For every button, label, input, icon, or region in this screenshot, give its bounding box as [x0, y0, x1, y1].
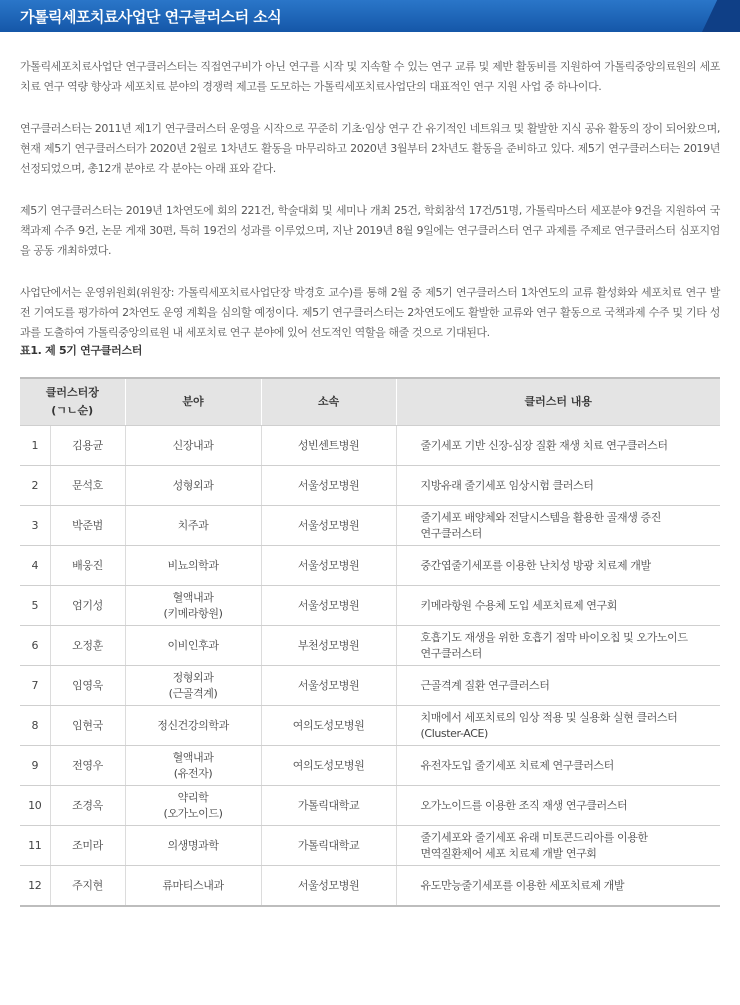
field-name: 류마티스내과: [162, 878, 224, 892]
affiliation: 성빈센트병원: [261, 426, 396, 466]
affiliation: 서울성모병원: [261, 546, 396, 586]
header-affiliation: 소속: [261, 378, 396, 426]
content-cell: [396, 746, 720, 786]
field-cell: [125, 586, 261, 626]
paragraph-intro: 가톨릭세포치료사업단 연구클러스터는 직접연구비가 아닌 연구를 시작 및 지속할 수 있는 연구 교류 및 제반 활동비를 지원하여 가톨릭중앙의료원의 세포치료 연구 역량 향상과 세포치료 분야의 경쟁력 제고를 도모하는 가톨릭세포치료사업단의 대표적인 연구 지원 사업 중 하나이다.: [20, 60, 720, 93]
cluster-description-cont: (Cluster-ACE): [420, 726, 488, 740]
cluster-description: 지방유래 줄기세포 임상시험 클러스터: [420, 478, 594, 492]
field-name: 이비인후과: [167, 638, 219, 652]
field-name: 혈액내과: [172, 750, 214, 764]
row-number: 2: [20, 466, 50, 506]
content-cell: [396, 586, 720, 626]
header-field: 분야: [125, 378, 261, 426]
header-content: 클러스터 내용: [396, 378, 720, 426]
field-detail: (키메라항원): [163, 606, 223, 620]
title-banner: [0, 0, 740, 32]
cluster-description: 줄기세포 배양체와 전달시스템을 활용한 골재생 증진: [420, 510, 661, 524]
content-cell: [396, 546, 720, 586]
field-detail: (오가노이드): [163, 806, 223, 820]
field-cell: [125, 826, 261, 866]
field-cell: [125, 626, 261, 666]
row-number: 5: [20, 586, 50, 626]
cluster-table: [20, 377, 720, 907]
leader-name: 임영욱: [50, 666, 125, 706]
table-row: [20, 866, 720, 907]
leader-name: 문석호: [50, 466, 125, 506]
table-caption: 표1. 제 5기 연구클러스터: [20, 344, 143, 357]
content-cell: [396, 426, 720, 466]
affiliation: 가톨릭대학교: [261, 826, 396, 866]
row-number: 8: [20, 706, 50, 746]
table-row: [20, 826, 720, 866]
table-row: [20, 706, 720, 746]
cluster-description: 줄기세포와 줄기세포 유래 미토콘드리아를 이용한: [420, 830, 648, 844]
page-title: 가톨릭세포치료사업단 연구클러스터 소식: [20, 8, 282, 26]
affiliation: 부천성모병원: [261, 626, 396, 666]
affiliation: 여의도성모병원: [261, 746, 396, 786]
table-row: [20, 666, 720, 706]
cluster-description: 줄기세포 기반 신장-심장 질환 재생 치료 연구클러스터: [420, 438, 668, 452]
table-row: [20, 506, 720, 546]
cluster-description: 근골격계 질환 연구클러스터: [420, 678, 550, 692]
article-body: [20, 57, 720, 365]
row-number: 9: [20, 746, 50, 786]
table-row: [20, 626, 720, 666]
leader-name: 엄기성: [50, 586, 125, 626]
table-row: [20, 546, 720, 586]
table-row: [20, 426, 720, 466]
leader-name: 전영우: [50, 746, 125, 786]
field-name: 치주과: [177, 518, 209, 532]
field-name: 혈액내과: [172, 590, 214, 604]
cluster-description: 중간엽줄기세포를 이용한 난치성 방광 치료제 개발: [420, 558, 651, 572]
row-number: 10: [20, 786, 50, 826]
cluster-description-cont: 연구클러스터: [420, 526, 482, 540]
field-detail: (유전자): [173, 766, 213, 780]
field-name: 정형외과: [172, 670, 214, 684]
cluster-description: 유전자도입 줄기세포 치료제 연구클러스터: [420, 758, 614, 772]
field-cell: [125, 466, 261, 506]
content-cell: [396, 706, 720, 746]
cluster-description: 키메라항원 수용체 도입 세포치료제 연구회: [420, 598, 617, 612]
row-number: 4: [20, 546, 50, 586]
table-row: [20, 466, 720, 506]
leader-name: 배웅진: [50, 546, 125, 586]
leader-name: 조경옥: [50, 786, 125, 826]
cluster-description-cont: 연구클러스터: [420, 646, 482, 660]
header-leader-label: 클러스터장: [45, 386, 99, 399]
field-cell: [125, 426, 261, 466]
affiliation: 여의도성모병원: [261, 706, 396, 746]
affiliation: 서울성모병원: [261, 586, 396, 626]
cluster-description: 유도만능줄기세포를 이용한 세포치료제 개발: [420, 878, 625, 892]
content-cell: [396, 626, 720, 666]
paragraph-plans: 사업단에서는 운영위원회(위원장: 가톨릭세포치료사업단장 박경호 교수)를 통해 2월 중 제5기 연구클러스터 1차연도의 교류 활성화와 세포치료 연구 발전 기여도를 평가하여 2차연도 운영 계획을 심의할 예정이다. 제5기 연구클러스터는 2차연도에도 활발한 교류와 연구 활동으로 국책과제 수주 및 기타 성과를 도출하여 가톨릭중앙의료원 내 세포치료 연구 분야에 있어 선도적인 역할을 해줄 것으로 기대된다.: [20, 286, 720, 339]
affiliation: 서울성모병원: [261, 866, 396, 907]
content-cell: [396, 506, 720, 546]
leader-name: 박준범: [50, 506, 125, 546]
cluster-description: 호흡기도 재생을 위한 호흡기 점막 바이오칩 및 오가노이드: [420, 630, 688, 644]
affiliation: 서울성모병원: [261, 666, 396, 706]
leader-name: 오정훈: [50, 626, 125, 666]
field-cell: [125, 746, 261, 786]
cluster-description-cont: 면역질환제어 세포 치료제 개발 연구회: [420, 846, 597, 860]
field-cell: [125, 706, 261, 746]
row-number: 11: [20, 826, 50, 866]
leader-name: 김용균: [50, 426, 125, 466]
banner-accent: [702, 0, 740, 32]
field-cell: [125, 506, 261, 546]
affiliation: 서울성모병원: [261, 506, 396, 546]
cluster-description: 오가노이드를 이용한 조직 재생 연구클러스터: [420, 798, 628, 812]
field-cell: [125, 666, 261, 706]
leader-name: 임현국: [50, 706, 125, 746]
leader-name: 주지현: [50, 866, 125, 907]
affiliation: 가톨릭대학교: [261, 786, 396, 826]
field-cell: [125, 546, 261, 586]
field-cell: [125, 866, 261, 907]
table-row: [20, 586, 720, 626]
content-cell: [396, 466, 720, 506]
content-cell: [396, 786, 720, 826]
header-leader: [20, 378, 125, 426]
content-cell: [396, 666, 720, 706]
field-name: 성형외과: [172, 478, 214, 492]
table-row: [20, 786, 720, 826]
paragraph-achievements: 제5기 연구클러스터는 2019년 1차연도에 회의 221건, 학술대회 및 세미나 개최 25건, 학회참석 17건/51명, 가톨릭마스터 세포분야 9건을 지원하여 국책과제 수주 9건, 논문 게재 30편, 특허 19건의 성과를 이루었으며, 지난 2019년 8월 9일에는 연구클러스터 연구 과제를 주제로 연구클러스터 심포지엄을 공동 개최하였다.: [20, 204, 720, 257]
paragraph-history: 연구클러스터는 2011년 제1기 연구클러스터 운영을 시작으로 꾸준히 기초·임상 연구 간 유기적인 네트워크 및 활발한 지식 공유 활동의 장이 되어왔으며, 현재 제5기 연구클러스터가 2020년 2월로 1차년도 활동을 마무리하고 2020년 3월부터 2차년도 활동을 준비하고 있다. 제5기 연구클러스터는 2019년 선정되었으며, 총12개 분야로 각 분야는 아래 표와 같다.: [20, 122, 720, 175]
row-number: 3: [20, 506, 50, 546]
content-cell: [396, 826, 720, 866]
row-number: 12: [20, 866, 50, 907]
row-number: 7: [20, 666, 50, 706]
leader-name: 조미라: [50, 826, 125, 866]
field-name: 약리학: [177, 790, 209, 804]
content-cell: [396, 866, 720, 907]
field-name: 비뇨의학과: [167, 558, 219, 572]
table-header-row: [20, 378, 720, 426]
field-cell: [125, 786, 261, 826]
field-name: 의생명과학: [167, 838, 219, 852]
row-number: 6: [20, 626, 50, 666]
header-leader-order: (ㄱㄴ순): [51, 404, 94, 417]
field-name: 정신건강의학과: [157, 718, 229, 732]
table-row: [20, 746, 720, 786]
field-name: 신장내과: [172, 438, 214, 452]
cluster-description: 치매에서 세포치료의 임상 적용 및 실용화 실현 클러스터: [420, 710, 678, 724]
field-detail: (근골격계): [168, 686, 218, 700]
affiliation: 서울성모병원: [261, 466, 396, 506]
row-number: 1: [20, 426, 50, 466]
